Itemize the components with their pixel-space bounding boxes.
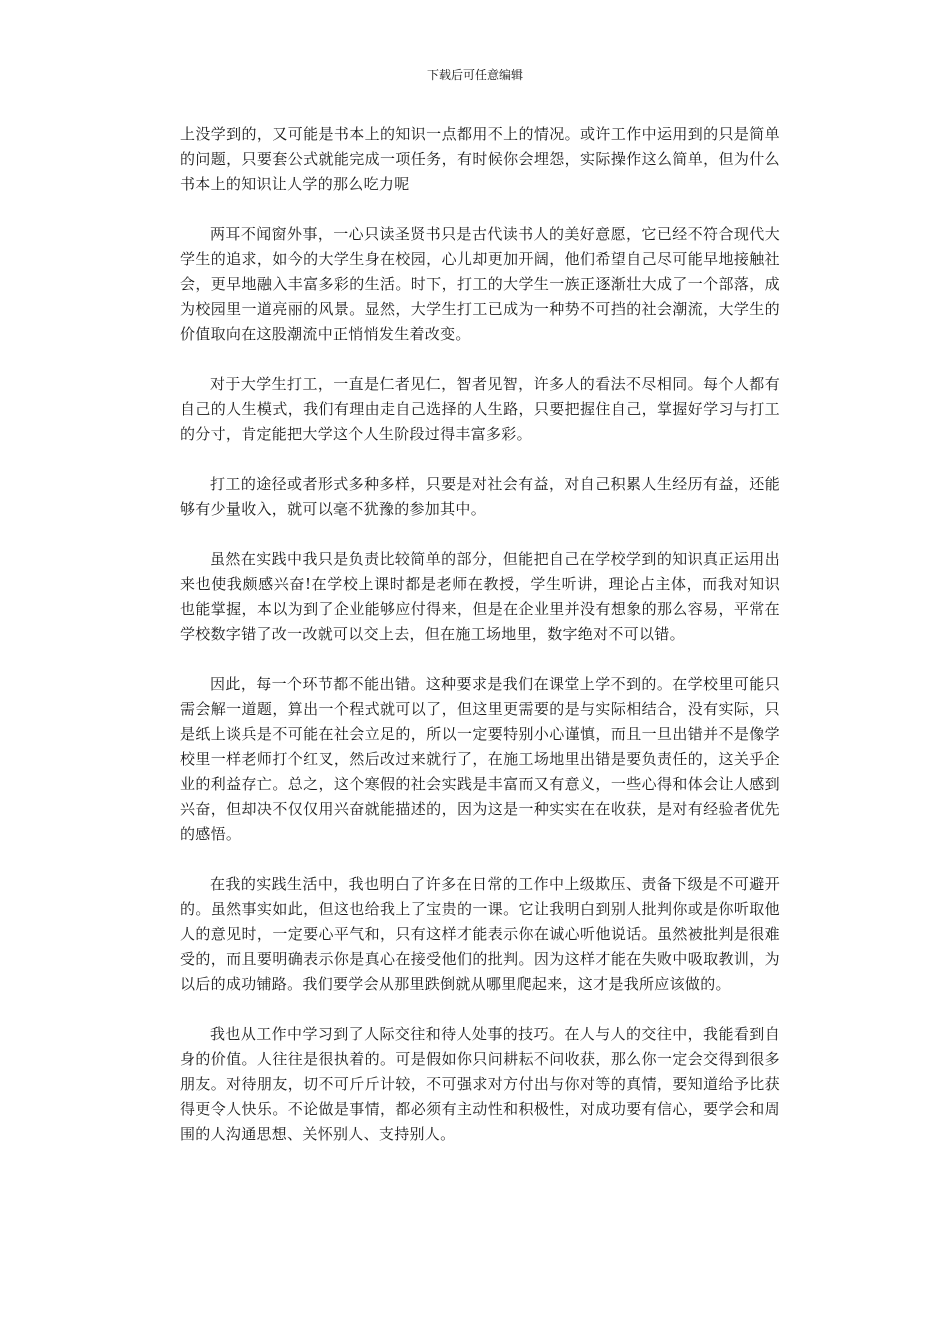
paragraph: 我也从工作中学习到了人际交往和待人处事的技巧。在人与人的交往中，我能看到自身的价值。人往往是很执着的。可是假如你只问耕耘不问收获，那么你一定会交得到很多朋友。对待朋友，切不可斤斤计较，不可强求对方付出与你对等的真情，要知道给予比获得更令人快乐。不论做是事情，都必须有主动性和积极性，对成功要有信心，要学会和周围的人沟通思想、关怀别人、支持别人。 <box>180 1025 780 1143</box>
paragraph: 在我的实践生活中，我也明白了许多在日常的工作中上级欺压、责备下级是不可避开的。虽然事实如此，但这也给我上了宝贵的一课。它让我明白到别人批判你或是你听取他人的意见时，一定要心平气和，只有这样才能表示你在诚心听他说话。虽然被批判是很难受的，而且要明确表示你是真心在接受他们的批判。因为这样才能在失败中吸取教训，为以后的成功铺路。我们要学会从那里跌倒就从哪里爬起来，这才是我所应该做的。 <box>180 875 780 993</box>
paragraph: 两耳不闻窗外事，一心只读圣贤书只是古代读书人的美好意愿，它已经不符合现代大学生的追求，如今的大学生身在校园，心儿却更加开阔，他们希望自己尽可能早地接触社会，更早地融入丰富多彩的生活。时下，打工的大学生一族正逐渐壮大成了一个部落，成为校园里一道亮丽的风景。显然，大学生打工已成为一种势不可挡的社会潮流，大学生的价值取向在这股潮流中正悄悄发生着改变。 <box>180 225 780 343</box>
paragraph: 虽然在实践中我只是负责比较简单的部分，但能把自己在学校学到的知识真正运用出来也使我颇感兴奋!在学校上课时都是老师在教授，学生听讲，理论占主体，而我对知识也能掌握，本以为到了企业能够应付得来，但是在企业里并没有想象的那么容易，平常在学校数字错了改一改就可以交上去，但在施工场地里，数字绝对不可以错。 <box>180 550 780 643</box>
document-body <box>180 122 780 1172</box>
page-header: 下载后可任意编辑 <box>426 68 523 82</box>
paragraph: 打工的途径或者形式多种多样，只要是对社会有益，对自己积累人生经历有益，还能够有少量收入，就可以毫不犹豫的参加其中。 <box>180 475 780 518</box>
paragraph: 因此，每一个环节都不能出错。这种要求是我们在课堂上学不到的。在学校里可能只需会解一道题，算出一个程式就可以了，但这里更需要的是与实际相结合，没有实际，只是纸上谈兵是不可能在社会立足的，所以一定要特别小心谨慎，而且一旦出错并不是像学校里一样老师打个红叉，然后改过来就行了，在施工场地里出错是要负责任的，这关乎企业的利益存亡。总之，这个寒假的社会实践是丰富而又有意义，一些心得和体会让人感到兴奋，但却决不仅仅用兴奋就能描述的，因为这是一种实实在在收获，是对有经验者优先的感悟。 <box>180 675 780 843</box>
paragraph: 对于大学生打工，一直是仁者见仁，智者见智，许多人的看法不尽相同。每个人都有自己的人生模式，我们有理由走自己选择的人生路，只要把握住自己，掌握好学习与打工的分寸，肯定能把大学这个人生阶段过得丰富多彩。 <box>180 375 780 443</box>
paragraph: 上没学到的，又可能是书本上的知识一点都用不上的情况。或许工作中运用到的只是简单的问题，只要套公式就能完成一项任务，有时候你会埋怨，实际操作这么简单，但为什么书本上的知识让人学的那么吃力呢 <box>180 125 780 193</box>
